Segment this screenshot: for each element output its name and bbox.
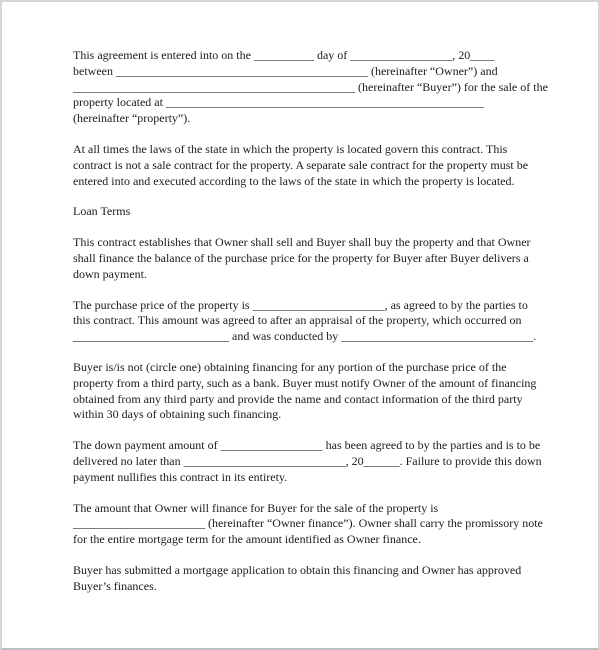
document-body: [73, 48, 547, 610]
text-line: obtained from any third party and provide the name and contact information of the third party: [73, 391, 523, 406]
governing-law-paragraph: [73, 142, 547, 189]
text-line: Buyer has submitted a mortgage application to obtain this financing and Owner has approved: [73, 562, 522, 577]
owner-finance-amount-paragraph: [73, 501, 547, 548]
text-line: _______________________________________________ (hereinafter “Buyer”) for the sale of the: [73, 79, 548, 94]
text-line: (hereinafter “property”).: [73, 111, 191, 126]
text-line: The purchase price of the property is ______________________, as agreed to by the parties to: [73, 297, 528, 312]
text-line: property from a third party, such as a bank. Buyer must notify Owner of the amount of financing: [73, 375, 537, 390]
intro-paragraph: [73, 48, 547, 127]
text-line: At all times the laws of the state in which the property is located govern this contract. This: [73, 141, 508, 156]
text-line: delivered no later than ___________________________, 20______. Failure to provide this down: [73, 453, 542, 468]
purchase-price-paragraph: [73, 298, 547, 345]
text-line: Loan Terms: [73, 204, 131, 219]
text-line: for the entire mortgage term for the amount identified as Owner finance.: [73, 532, 421, 547]
text-line: ______________________ (hereinafter “Owner finance”). Owner shall carry the promissory note: [73, 516, 543, 531]
text-line: contract is not a sale contract for the property. A separate sale contract for the property must be: [73, 157, 529, 172]
owner-finance-establishment-paragraph: [73, 235, 547, 282]
down-payment-paragraph: [73, 438, 547, 485]
text-line: This agreement is entered into on the __________ day of _________________, 20____: [73, 48, 495, 62]
text-line: down payment.: [73, 266, 147, 281]
text-line: entered into and executed according to the laws of the state in which the property is located.: [73, 173, 515, 188]
text-line: payment nullifies this contract in its entirety.: [73, 469, 288, 484]
text-line: Buyer is/is not (circle one) obtaining financing for any portion of the purchase price of the: [73, 359, 507, 374]
third-party-financing-paragraph: [73, 360, 547, 423]
text-line: Buyer’s finances.: [73, 578, 157, 593]
text-line: property located at _____________________________________________________: [73, 95, 484, 110]
text-line: within 30 days of obtaining such financing.: [73, 407, 282, 422]
mortgage-application-paragraph: [73, 563, 547, 595]
text-line: shall finance the balance of the purchase price for the property for Buyer after Buyer delivers a: [73, 250, 529, 265]
text-line: between __________________________________________ (hereinafter “Owner”) and: [73, 63, 498, 78]
loan-terms-heading: [73, 204, 547, 220]
text-line: The down payment amount of _________________ has been agreed to by the parties and is to be: [73, 438, 541, 453]
text-line: The amount that Owner will finance for Buyer for the sale of the property is: [73, 500, 439, 515]
text-line: __________________________ and was conducted by ________________________________.: [73, 329, 537, 344]
text-line: this contract. This amount was agreed to after an appraisal of the property, which occurred on: [73, 313, 522, 328]
text-line: This contract establishes that Owner shall sell and Buyer shall buy the property and that Owner: [73, 235, 531, 250]
